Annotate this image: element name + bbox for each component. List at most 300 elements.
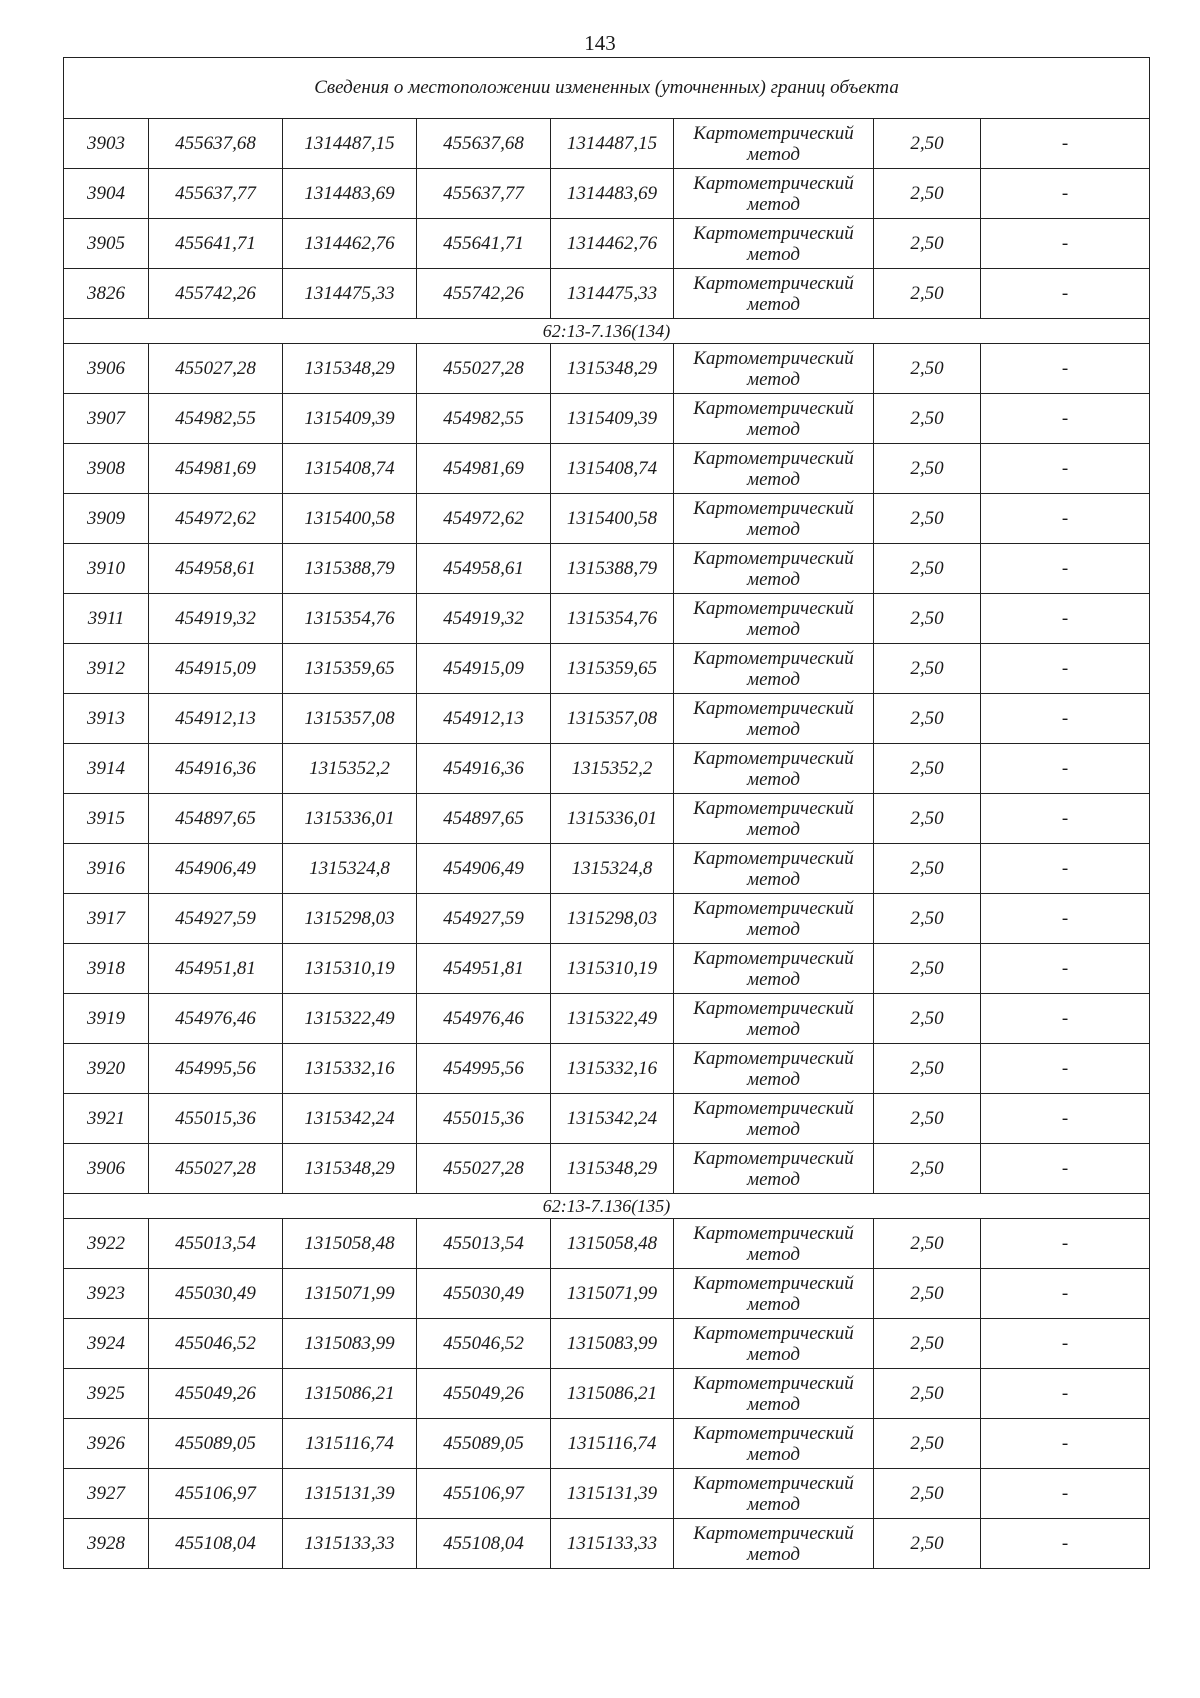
method-line-2: метод [747,243,800,265]
method-line-1: Картометрический [693,347,854,369]
note-cell: - [981,844,1150,894]
table-row [64,1319,1150,1369]
point-number-cell: 3925 [64,1369,149,1419]
refined-x-cell: 454915,09 [417,644,551,694]
table-row [64,594,1150,644]
point-number-cell: 3826 [64,269,149,319]
method-line-2: метод [747,1443,800,1465]
method-line-1: Картометрический [693,1222,854,1244]
refined-x-cell: 455089,05 [417,1419,551,1469]
refined-x-cell: 455049,26 [417,1369,551,1419]
table-row [64,994,1150,1044]
method-line-2: метод [747,1168,800,1190]
refined-x-cell: 454927,59 [417,894,551,944]
refined-y-cell: 1315324,8 [551,844,674,894]
table-row [64,1419,1150,1469]
existing-y-cell: 1315342,24 [283,1094,417,1144]
note-cell: - [981,444,1150,494]
accuracy-cell: 2,50 [874,1269,981,1319]
method-cell [674,644,874,694]
method-line-2: метод [747,818,800,840]
table-row [64,269,1150,319]
method-line-1: Картометрический [693,647,854,669]
accuracy-cell: 2,50 [874,1369,981,1419]
existing-x-cell: 455049,26 [149,1369,283,1419]
refined-x-cell: 454982,55 [417,394,551,444]
refined-x-cell: 455030,49 [417,1269,551,1319]
method-cell [674,444,874,494]
method-cell [674,944,874,994]
method-line-2: метод [747,968,800,990]
note-cell: - [981,169,1150,219]
refined-y-cell: 1315086,21 [551,1369,674,1419]
refined-y-cell: 1315133,33 [551,1519,674,1569]
refined-y-cell: 1314462,76 [551,219,674,269]
refined-x-cell: 454906,49 [417,844,551,894]
existing-y-cell: 1315354,76 [283,594,417,644]
accuracy-cell: 2,50 [874,1519,981,1569]
refined-y-cell: 1315322,49 [551,994,674,1044]
method-line-1: Картометрический [693,1147,854,1169]
note-cell: - [981,1519,1150,1569]
refined-y-cell: 1315336,01 [551,794,674,844]
existing-x-cell: 454995,56 [149,1044,283,1094]
point-number-cell: 3909 [64,494,149,544]
method-line-2: метод [747,868,800,890]
table-row [64,1269,1150,1319]
method-cell [674,1044,874,1094]
existing-y-cell: 1315116,74 [283,1419,417,1469]
point-number-cell: 3910 [64,544,149,594]
method-cell [674,1269,874,1319]
refined-y-cell: 1314487,15 [551,119,674,169]
refined-y-cell: 1315083,99 [551,1319,674,1369]
table-row [64,344,1150,394]
table-row [64,1369,1150,1419]
refined-x-cell: 455742,26 [417,269,551,319]
existing-y-cell: 1314462,76 [283,219,417,269]
note-cell: - [981,1419,1150,1469]
point-number-cell: 3914 [64,744,149,794]
method-cell [674,894,874,944]
table-row [64,219,1150,269]
existing-x-cell: 455013,54 [149,1219,283,1269]
refined-x-cell: 455641,71 [417,219,551,269]
method-cell [674,1144,874,1194]
point-number-cell: 3926 [64,1419,149,1469]
existing-x-cell: 455106,97 [149,1469,283,1519]
refined-y-cell: 1315348,29 [551,1144,674,1194]
accuracy-cell: 2,50 [874,1469,981,1519]
table-row [64,1094,1150,1144]
table-row [64,944,1150,994]
method-line-2: метод [747,718,800,740]
existing-y-cell: 1315298,03 [283,894,417,944]
note-cell: - [981,794,1150,844]
point-number-cell: 3917 [64,894,149,944]
note-cell: - [981,394,1150,444]
accuracy-cell: 2,50 [874,1419,981,1469]
existing-x-cell: 454981,69 [149,444,283,494]
accuracy-cell: 2,50 [874,119,981,169]
method-line-1: Картометрический [693,122,854,144]
method-cell [674,1519,874,1569]
method-line-2: метод [747,1293,800,1315]
point-number-cell: 3916 [64,844,149,894]
existing-x-cell: 454906,49 [149,844,283,894]
method-line-2: метод [747,468,800,490]
table-row [64,119,1150,169]
method-line-2: метод [747,1493,800,1515]
refined-y-cell: 1315298,03 [551,894,674,944]
existing-y-cell: 1315310,19 [283,944,417,994]
existing-x-cell: 455027,28 [149,344,283,394]
existing-x-cell: 454916,36 [149,744,283,794]
method-line-1: Картометрический [693,797,854,819]
method-line-2: метод [747,1068,800,1090]
table-row [64,744,1150,794]
method-cell [674,169,874,219]
existing-y-cell: 1315348,29 [283,1144,417,1194]
existing-x-cell: 455637,68 [149,119,283,169]
refined-x-cell: 455046,52 [417,1319,551,1369]
refined-x-cell: 454916,36 [417,744,551,794]
existing-y-cell: 1315357,08 [283,694,417,744]
accuracy-cell: 2,50 [874,794,981,844]
parcel-section-row [64,319,1150,344]
method-cell [674,1319,874,1369]
method-line-1: Картометрический [693,1472,854,1494]
existing-y-cell: 1315352,2 [283,744,417,794]
refined-x-cell: 454912,13 [417,694,551,744]
method-line-2: метод [747,1243,800,1265]
table-title: Сведения о местоположении измененных (уточненных) границ объекта [64,58,1150,119]
method-line-1: Картометрический [693,1047,854,1069]
note-cell: - [981,544,1150,594]
parcel-section-label: 62:13-7.136(135) [64,1194,1150,1219]
accuracy-cell: 2,50 [874,1219,981,1269]
note-cell: - [981,1219,1150,1269]
point-number-cell: 3919 [64,994,149,1044]
refined-x-cell: 455108,04 [417,1519,551,1569]
accuracy-cell: 2,50 [874,169,981,219]
point-number-cell: 3924 [64,1319,149,1369]
method-line-1: Картометрический [693,947,854,969]
note-cell: - [981,1044,1150,1094]
refined-x-cell: 454972,62 [417,494,551,544]
point-number-cell: 3928 [64,1519,149,1569]
method-cell [674,1369,874,1419]
accuracy-cell: 2,50 [874,444,981,494]
method-line-2: метод [747,518,800,540]
table-row [64,1144,1150,1194]
method-line-2: метод [747,193,800,215]
existing-y-cell: 1315133,33 [283,1519,417,1569]
refined-y-cell: 1315352,2 [551,744,674,794]
existing-y-cell: 1314487,15 [283,119,417,169]
note-cell: - [981,119,1150,169]
method-line-2: метод [747,768,800,790]
existing-x-cell: 455015,36 [149,1094,283,1144]
existing-y-cell: 1315408,74 [283,444,417,494]
existing-y-cell: 1315324,8 [283,844,417,894]
method-line-1: Картометрический [693,847,854,869]
method-line-2: метод [747,918,800,940]
note-cell: - [981,1269,1150,1319]
refined-y-cell: 1315408,74 [551,444,674,494]
refined-x-cell: 454897,65 [417,794,551,844]
method-line-2: метод [747,1018,800,1040]
existing-x-cell: 454915,09 [149,644,283,694]
method-line-1: Картометрический [693,272,854,294]
existing-y-cell: 1315348,29 [283,344,417,394]
refined-x-cell: 455015,36 [417,1094,551,1144]
method-line-1: Картометрический [693,747,854,769]
point-number-cell: 3906 [64,344,149,394]
existing-y-cell: 1315086,21 [283,1369,417,1419]
method-line-1: Картометрический [693,1372,854,1394]
refined-y-cell: 1315388,79 [551,544,674,594]
refined-x-cell: 455637,68 [417,119,551,169]
existing-y-cell: 1314475,33 [283,269,417,319]
method-line-2: метод [747,618,800,640]
method-line-2: метод [747,1118,800,1140]
table-row [64,844,1150,894]
point-number-cell: 3907 [64,394,149,444]
table-title-row [64,58,1150,119]
accuracy-cell: 2,50 [874,844,981,894]
existing-x-cell: 455742,26 [149,269,283,319]
note-cell: - [981,944,1150,994]
method-line-1: Картометрический [693,447,854,469]
method-cell [674,994,874,1044]
point-number-cell: 3912 [64,644,149,694]
refined-x-cell: 454995,56 [417,1044,551,1094]
table-row [64,394,1150,444]
table-row [64,1219,1150,1269]
table-row [64,494,1150,544]
existing-x-cell: 454897,65 [149,794,283,844]
point-number-cell: 3905 [64,219,149,269]
point-number-cell: 3908 [64,444,149,494]
method-line-2: метод [747,368,800,390]
refined-y-cell: 1315131,39 [551,1469,674,1519]
existing-y-cell: 1315359,65 [283,644,417,694]
existing-y-cell: 1315388,79 [283,544,417,594]
table-row [64,169,1150,219]
parcel-section-label: 62:13-7.136(134) [64,319,1150,344]
method-cell [674,1219,874,1269]
method-cell [674,694,874,744]
method-line-2: метод [747,418,800,440]
note-cell: - [981,219,1150,269]
method-line-1: Картометрический [693,547,854,569]
point-number-cell: 3911 [64,594,149,644]
accuracy-cell: 2,50 [874,644,981,694]
method-line-1: Картометрический [693,1097,854,1119]
existing-x-cell: 455027,28 [149,1144,283,1194]
note-cell: - [981,744,1150,794]
existing-x-cell: 454958,61 [149,544,283,594]
note-cell: - [981,1369,1150,1419]
accuracy-cell: 2,50 [874,494,981,544]
refined-x-cell: 454919,32 [417,594,551,644]
point-number-cell: 3921 [64,1094,149,1144]
refined-y-cell: 1315409,39 [551,394,674,444]
point-number-cell: 3915 [64,794,149,844]
refined-y-cell: 1315354,76 [551,594,674,644]
point-number-cell: 3927 [64,1469,149,1519]
method-cell [674,394,874,444]
existing-y-cell: 1315322,49 [283,994,417,1044]
refined-y-cell: 1315359,65 [551,644,674,694]
method-cell [674,119,874,169]
method-line-2: метод [747,293,800,315]
accuracy-cell: 2,50 [874,594,981,644]
refined-y-cell: 1315400,58 [551,494,674,544]
accuracy-cell: 2,50 [874,219,981,269]
refined-x-cell: 454951,81 [417,944,551,994]
existing-y-cell: 1315083,99 [283,1319,417,1369]
refined-x-cell: 455013,54 [417,1219,551,1269]
method-line-2: метод [747,668,800,690]
method-cell [674,1094,874,1144]
table-row [64,1469,1150,1519]
note-cell: - [981,1469,1150,1519]
existing-x-cell: 454919,32 [149,594,283,644]
method-cell [674,794,874,844]
existing-x-cell: 454976,46 [149,994,283,1044]
refined-y-cell: 1315357,08 [551,694,674,744]
accuracy-cell: 2,50 [874,1044,981,1094]
method-cell [674,1419,874,1469]
accuracy-cell: 2,50 [874,944,981,994]
refined-x-cell: 454976,46 [417,994,551,1044]
refined-y-cell: 1315342,24 [551,1094,674,1144]
parcel-section-row [64,1194,1150,1219]
note-cell: - [981,1094,1150,1144]
method-cell [674,744,874,794]
existing-x-cell: 454927,59 [149,894,283,944]
method-line-2: метод [747,568,800,590]
table-row [64,444,1150,494]
point-number-cell: 3923 [64,1269,149,1319]
note-cell: - [981,694,1150,744]
accuracy-cell: 2,50 [874,694,981,744]
refined-y-cell: 1315310,19 [551,944,674,994]
note-cell: - [981,344,1150,394]
method-cell [674,344,874,394]
note-cell: - [981,594,1150,644]
refined-y-cell: 1314483,69 [551,169,674,219]
existing-x-cell: 455641,71 [149,219,283,269]
point-number-cell: 3906 [64,1144,149,1194]
point-number-cell: 3913 [64,694,149,744]
table-row [64,544,1150,594]
accuracy-cell: 2,50 [874,994,981,1044]
method-line-1: Картометрический [693,897,854,919]
accuracy-cell: 2,50 [874,1319,981,1369]
existing-x-cell: 455046,52 [149,1319,283,1369]
note-cell: - [981,994,1150,1044]
method-cell [674,494,874,544]
existing-x-cell: 455637,77 [149,169,283,219]
refined-y-cell: 1314475,33 [551,269,674,319]
method-cell [674,844,874,894]
existing-x-cell: 454912,13 [149,694,283,744]
method-line-1: Картометрический [693,697,854,719]
refined-x-cell: 455106,97 [417,1469,551,1519]
refined-x-cell: 455027,28 [417,1144,551,1194]
existing-y-cell: 1315071,99 [283,1269,417,1319]
page-number: 143 [584,31,616,55]
existing-y-cell: 1314483,69 [283,169,417,219]
point-number-cell: 3920 [64,1044,149,1094]
existing-y-cell: 1315332,16 [283,1044,417,1094]
existing-x-cell: 454951,81 [149,944,283,994]
method-line-1: Картометрический [693,397,854,419]
note-cell: - [981,644,1150,694]
method-line-1: Картометрический [693,497,854,519]
existing-y-cell: 1315058,48 [283,1219,417,1269]
refined-y-cell: 1315116,74 [551,1419,674,1469]
existing-y-cell: 1315336,01 [283,794,417,844]
existing-x-cell: 455108,04 [149,1519,283,1569]
note-cell: - [981,894,1150,944]
table-row [64,894,1150,944]
existing-x-cell: 455030,49 [149,1269,283,1319]
method-cell [674,544,874,594]
point-number-cell: 3904 [64,169,149,219]
refined-x-cell: 454981,69 [417,444,551,494]
boundary-coordinates-table [63,57,1150,1569]
refined-x-cell: 454958,61 [417,544,551,594]
existing-y-cell: 1315400,58 [283,494,417,544]
note-cell: - [981,1319,1150,1369]
method-line-2: метод [747,1543,800,1565]
method-line-2: метод [747,143,800,165]
method-cell [674,219,874,269]
point-number-cell: 3903 [64,119,149,169]
point-number-cell: 3918 [64,944,149,994]
refined-y-cell: 1315332,16 [551,1044,674,1094]
accuracy-cell: 2,50 [874,744,981,794]
refined-y-cell: 1315348,29 [551,344,674,394]
existing-y-cell: 1315409,39 [283,394,417,444]
accuracy-cell: 2,50 [874,544,981,594]
accuracy-cell: 2,50 [874,1094,981,1144]
refined-y-cell: 1315071,99 [551,1269,674,1319]
table-row [64,1519,1150,1569]
method-line-1: Картометрический [693,1422,854,1444]
method-line-1: Картометрический [693,1272,854,1294]
existing-y-cell: 1315131,39 [283,1469,417,1519]
accuracy-cell: 2,50 [874,269,981,319]
existing-x-cell: 455089,05 [149,1419,283,1469]
method-cell [674,1469,874,1519]
refined-x-cell: 455637,77 [417,169,551,219]
accuracy-cell: 2,50 [874,1144,981,1194]
accuracy-cell: 2,50 [874,894,981,944]
accuracy-cell: 2,50 [874,344,981,394]
method-line-1: Картометрический [693,997,854,1019]
point-number-cell: 3922 [64,1219,149,1269]
method-cell [674,269,874,319]
refined-y-cell: 1315058,48 [551,1219,674,1269]
method-line-1: Картометрический [693,597,854,619]
method-line-1: Картометрический [693,1522,854,1544]
note-cell: - [981,269,1150,319]
